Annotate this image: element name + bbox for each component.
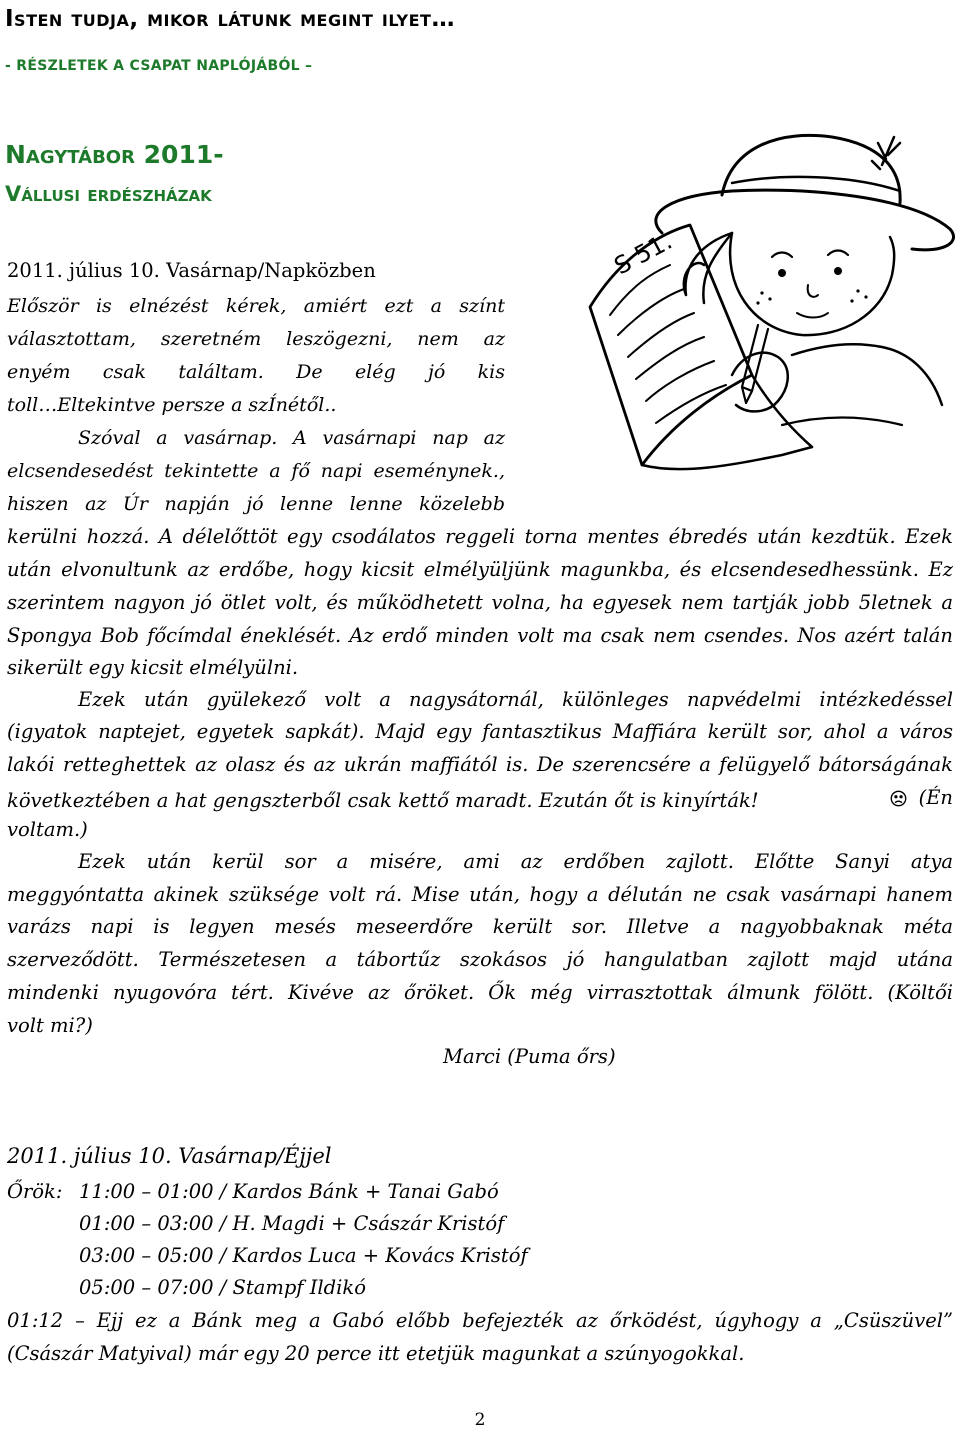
svg-text:S 51.: S 51. (609, 226, 677, 281)
text-line: Először is elnézést kérek, amiért ezt a színt (7, 295, 505, 317)
text-line: toll…Eltekintve persze a szÍnétől.. (7, 394, 337, 416)
text-line: szerintem nagyon jó ötlet volt, és működhetett volna, ha egyesek nem tartják jobb 5letnek a (7, 591, 953, 614)
text-line: volt mi?) (7, 1014, 93, 1037)
page-title: Isten tudja, mikor látunk megint ilyet… (5, 6, 455, 32)
text-line: (Császár Matyival) már egy 20 perce itt etetjük magunkat a szúnyogokkal. (7, 1342, 745, 1365)
guard-shift: 05:00 – 07:00 / Stampf Ildikó (79, 1276, 366, 1299)
frown-emoticon-icon (890, 790, 907, 807)
text-line: után elvonultunk az erdőbe, hogy kicsit elmélyüljünk magunkba, és elcsendesedhessünk. Ez (7, 558, 953, 581)
guard-shift: 03:00 – 05:00 / Kardos Luca + Kovács Kristóf (79, 1244, 528, 1267)
text-line: voltam.) (7, 818, 88, 841)
text-line: lakói retteghettek az olasz és az ukrán maffiától is. De szerencsére a felügyelő bátorságának (7, 753, 953, 776)
scout-girl-writing-illustration (582, 125, 960, 505)
text-line: 01:12 – Ejj ez a Bánk meg a Gabó előbb befejezték az őrködést, úgyhogy a „Csüszüvel” (7, 1309, 953, 1332)
text-segment: következtében a hat gengszterből csak kettő maradt. Ezután őt is kinyírták! (7, 788, 759, 812)
hat-brim (656, 190, 954, 250)
text-line: kerülni hozzá. A délelőttöt egy csodálatos reggeli torna mentes ébredés után kezdtük. Ezek (7, 525, 953, 548)
text-line: mindenki nyugovóra tért. Kivéve az őröket. Ők még virrasztottak álmunk fölött. (Költői (7, 981, 953, 1004)
text-line: varázs napi is legyen mesés meseerdőre került sor. Illetve a nagyobbaknak méta (7, 915, 953, 938)
entry-heading: 2011. július 10. Vasárnap/Éjjel (7, 1144, 332, 1168)
camp-location: Vállusi erdészházak (5, 182, 212, 206)
text-line: elcsendesedést tekintette a fő napi eseménynek., (7, 460, 505, 482)
entry-heading: 2011. július 10. Vasárnap/Napközben (7, 259, 376, 282)
text-line: enyém csak találtam. De elég jó kis (7, 361, 505, 383)
guard-shift: 11:00 – 01:00 / Kardos Bánk + Tanai Gabó (79, 1180, 499, 1203)
text-line: meggyóntatta akinek szüksége volt rá. Mise után, hogy a délután ne csak vasárnapi hanem (7, 883, 953, 906)
text-line: Ezek után kerül sor a misére, ami az erdőben zajlott. Előtte Sanyi atya (78, 850, 953, 873)
text-line: Szóval a vasárnap. A vasárnapi nap az (78, 427, 505, 449)
page-number: 2 (474, 1410, 486, 1430)
text-line: sikerült egy kicsit elmélyülni. (7, 656, 299, 679)
text-line: választottam, szeretném leszögezni, nem az (7, 328, 505, 350)
pencil (742, 325, 768, 403)
guards-label: Őrök: (7, 1180, 63, 1203)
page-subtitle: - RÉSZLETEK A CSAPAT NAPLÓJÁBÓL – (5, 58, 313, 74)
text-line: Ezek után gyülekező volt a nagysátornál, különleges napvédelmi intézkedéssel (78, 688, 953, 711)
camp-name: Nagytábor 2011- (5, 140, 224, 169)
text-line: hiszen az Úr napján jó lenne lenne közelebb (7, 493, 505, 515)
text-line: szerveződött. Természetesen a tábortűz szokásos jó hangulatban zajlott majd utána (7, 948, 953, 971)
text-line: (igyatok naptejet, egyetek sapkát). Majd egy fantasztikus Maffiára került sor, ahol a város (7, 720, 953, 743)
guard-shift: 01:00 – 03:00 / H. Magdi + Császár Kristóf (79, 1212, 505, 1235)
text-line: Spongya Bob főcímdal éneklését. Az erdő minden volt ma csak nem csendes. Nos azért talán (7, 624, 953, 647)
text-segment: (Én (918, 786, 953, 809)
signature: Marci (Puma őrs) (443, 1045, 616, 1068)
face (730, 233, 894, 335)
text-line (7, 782, 953, 817)
